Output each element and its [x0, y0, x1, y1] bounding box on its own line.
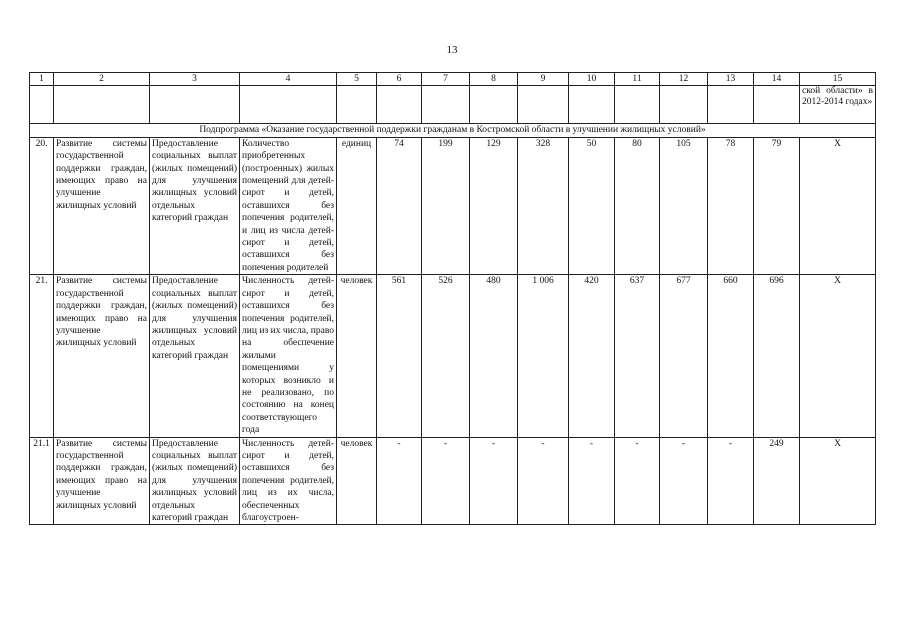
- table-row: [30, 275, 876, 437]
- col15-cell: X: [800, 437, 876, 525]
- value-cell: 328: [518, 137, 569, 274]
- indicator-cell: Численность детей-сирот и детей, оставшихся без попечения родителей, лиц из их числа, обеспеченных благоустроен-: [240, 437, 337, 525]
- value-cell: -: [660, 437, 708, 525]
- indicators-table: [29, 72, 876, 525]
- value-cell: 561: [377, 275, 422, 437]
- value-cell: 129: [470, 137, 518, 274]
- row-number: 21.1: [30, 437, 54, 525]
- goal-cell: Развитие системы государственной поддержки граждан, имеющих право на улучшение жилищных условий: [54, 275, 150, 437]
- value-cell: 677: [660, 275, 708, 437]
- goal-cell: Развитие системы государственной поддержки граждан, имеющих право на улучшение жилищных условий: [54, 437, 150, 525]
- table-row: [30, 437, 876, 525]
- value-cell: 637: [615, 275, 660, 437]
- value-cell: 78: [708, 137, 754, 274]
- task-cell: Предоставление социальных выплат (жилых помещений) для улучшения жилищных условий отдельных категорий граждан: [150, 275, 240, 437]
- value-cell: -: [569, 437, 615, 525]
- row-number: 20.: [30, 137, 54, 274]
- continuation-text: ской области» в 2012-2014 годах»: [800, 86, 876, 124]
- column-number: 1: [30, 73, 54, 86]
- value-cell: 526: [422, 275, 470, 437]
- column-number: 9: [518, 73, 569, 86]
- task-cell: Предоставление социальных выплат (жилых помещений) для улучшения жилищных условий отдельных категорий граждан: [150, 437, 240, 525]
- value-cell: -: [470, 437, 518, 525]
- value-cell: -: [377, 437, 422, 525]
- value-cell: 199: [422, 137, 470, 274]
- value-cell: 249: [754, 437, 800, 525]
- value-cell: 660: [708, 275, 754, 437]
- column-number-row: [30, 73, 876, 86]
- column-number: 4: [240, 73, 337, 86]
- unit-cell: человек: [337, 275, 377, 437]
- value-cell: 50: [569, 137, 615, 274]
- value-cell: 420: [569, 275, 615, 437]
- unit-cell: человек: [337, 437, 377, 525]
- column-number: 13: [708, 73, 754, 86]
- column-number: 6: [377, 73, 422, 86]
- value-cell: -: [422, 437, 470, 525]
- task-cell: Предоставление социальных выплат (жилых помещений) для улучшения жилищных условий отдельных категорий граждан: [150, 137, 240, 274]
- goal-cell: Развитие системы государственной поддержки граждан, имеющих право на улучшение жилищных условий: [54, 137, 150, 274]
- value-cell: -: [708, 437, 754, 525]
- col15-cell: X: [800, 137, 876, 274]
- value-cell: 74: [377, 137, 422, 274]
- column-number: 2: [54, 73, 150, 86]
- indicator-cell: Количество приобретенных (построенных) жилых помещений для детей-сирот и детей, оставшихся без попечения родителей, и лиц из числа детей-сирот и детей, оставшихся без попечения родителей: [240, 137, 337, 274]
- unit-cell: единиц: [337, 137, 377, 274]
- col15-cell: X: [800, 275, 876, 437]
- column-number: 11: [615, 73, 660, 86]
- value-cell: 105: [660, 137, 708, 274]
- row-number: 21.: [30, 275, 54, 437]
- column-number: 7: [422, 73, 470, 86]
- value-cell: 696: [754, 275, 800, 437]
- value-cell: 480: [470, 275, 518, 437]
- continuation-row: [30, 86, 876, 124]
- column-number: 10: [569, 73, 615, 86]
- table-row: [30, 137, 876, 274]
- column-number: 12: [660, 73, 708, 86]
- column-number: 5: [337, 73, 377, 86]
- column-number: 8: [470, 73, 518, 86]
- subprogram-title: Подпрограмма «Оказание государственной поддержки гражданам в Костромской области в улучшении жилищных условий»: [30, 124, 876, 137]
- page-number: 13: [446, 44, 458, 56]
- value-cell: 1 006: [518, 275, 569, 437]
- column-number: 14: [754, 73, 800, 86]
- column-number: 15: [800, 73, 876, 86]
- value-cell: 80: [615, 137, 660, 274]
- indicator-cell: Численность детей-сирот и детей, оставшихся без попечения родителей, лиц из их числа, право на обеспечение жилыми помещениями у которых возникло и не реализовано, по состоянию на конец соответствующего года: [240, 275, 337, 437]
- value-cell: -: [518, 437, 569, 525]
- value-cell: 79: [754, 137, 800, 274]
- subprogram-row: [30, 124, 876, 137]
- value-cell: -: [615, 437, 660, 525]
- column-number: 3: [150, 73, 240, 86]
